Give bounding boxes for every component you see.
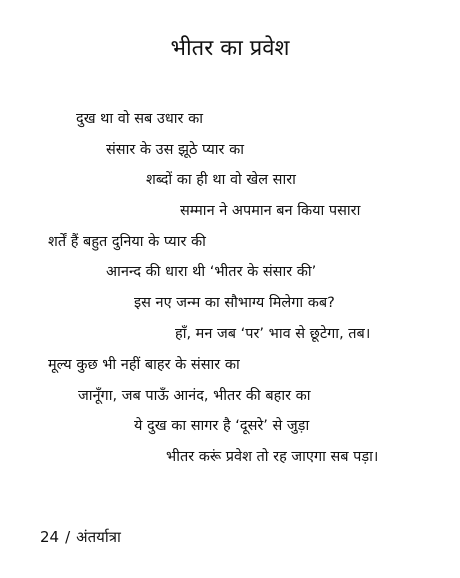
- poem-line-2: संसार के उस झूठे प्यार का: [106, 142, 244, 158]
- poem-line-11: ये दुख का सागर है ‘दूसरे’ से जुड़ा: [134, 418, 310, 434]
- poem-line-8: हाँ, मन जब ‘पर’ भाव से छूटेगा, तब।: [175, 326, 371, 342]
- page-footer: [40, 526, 121, 548]
- poem-line-9: मूल्य कुछ भी नहीं बाहर के संसार का: [48, 357, 240, 373]
- page-number: 24: [40, 528, 60, 546]
- footer-separator: /: [65, 528, 71, 546]
- poem-line-10: जानूँगा, जब पाऊँ आनंद, भीतर की बहार का: [78, 388, 311, 404]
- poem-line-6: आनन्द की धारा थी ‘भीतर के संसार की’: [106, 264, 317, 280]
- poem-title: भीतर का प्रवेश: [170, 36, 290, 61]
- poem-line-7: इस नए जन्म का सौभाग्य मिलेगा कब?: [134, 295, 335, 311]
- poem-line-5: शर्तें हैं बहुत दुनिया के प्यार की: [48, 234, 206, 250]
- poem-line-12: भीतर करूं प्रवेश तो रह जाएगा सब पड़ा।: [166, 449, 379, 465]
- poem-line-4: सम्मान ने अपमान बन किया पसारा: [180, 203, 361, 219]
- book-title: अंतर्यात्रा: [76, 528, 121, 546]
- poem-line-3: शब्दों का ही था वो खेल सारा: [146, 172, 296, 188]
- poem-line-1: दुख था वो सब उधार का: [76, 111, 203, 127]
